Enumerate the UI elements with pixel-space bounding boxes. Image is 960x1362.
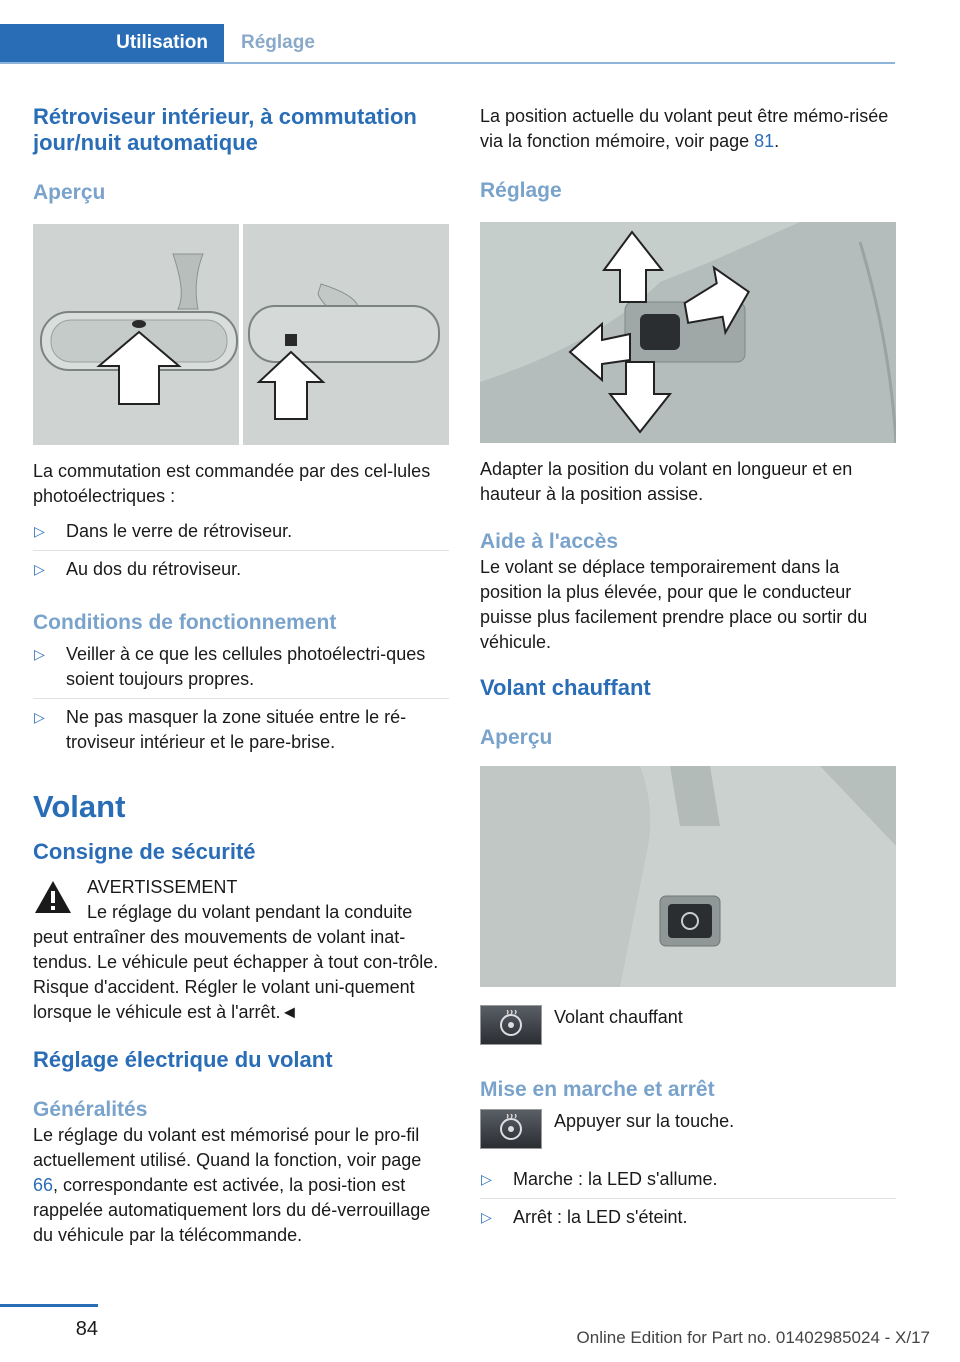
paragraph-cells: La commutation est commandée par des cel-lules photoélectriques : xyxy=(33,461,431,506)
tab-reglage[interactable]: Réglage xyxy=(241,32,315,53)
list-item: ▷ Dans le verre de rétroviseur. xyxy=(33,519,449,551)
header-tabbar xyxy=(0,24,895,64)
icon-label-row xyxy=(480,1005,896,1047)
heading-marche-arret: Mise en marche et arrêt xyxy=(480,1078,715,1101)
warning-text: Le réglage du volant pendant la conduite peut entraîner des mouvements de volant inat-tendus. Le véhicule peut échapper à tout con-trôle. Risque d'accident. Régler le volant uni-quement lorsque le véhicule est à l'arrêt.◄ xyxy=(33,902,439,1022)
heated-steering-button[interactable] xyxy=(480,1109,542,1149)
list-item: ▷ Arrêt : la LED s'éteint. xyxy=(480,1205,896,1236)
list-item: ▷ Au dos du rétroviseur. xyxy=(33,557,449,588)
list-cells xyxy=(33,519,449,588)
triangle-bullet-icon: ▷ xyxy=(34,561,45,577)
list-conditions xyxy=(33,642,449,761)
heading-conditions: Conditions de fonctionnement xyxy=(33,611,337,634)
list-item: ▷ Veiller à ce que les cellules photoélectri-ques soient toujours propres. xyxy=(33,642,449,699)
heading-reglage: Réglage xyxy=(480,179,562,202)
right-column xyxy=(480,104,896,1242)
press-instruction: Appuyer sur la touche. xyxy=(554,1111,735,1131)
page-number: 84 xyxy=(75,1318,98,1340)
heading-consigne: Consigne de sécurité xyxy=(33,839,256,864)
heated-steering-button-icon xyxy=(480,1005,542,1045)
triangle-bullet-icon: ▷ xyxy=(34,709,45,725)
icon-label: Volant chauffant xyxy=(554,1007,683,1027)
paragraph-generalites: Le réglage du volant est mémorisé pour le pro-fil actuellement utilisé. Quand la fonction, voir page 66, correspondante est activée, la posi-tion est rappelée automatiquement lors du dé-verrouillage du véhicule par la télécommande. xyxy=(33,1125,431,1245)
heading-apercu-2: Aperçu xyxy=(480,726,553,749)
paragraph-memoire: La position actuelle du volant peut être mémo-risée via la fonction mémoire, voir page 81. xyxy=(480,106,889,151)
warning-block xyxy=(33,875,449,1025)
footer-rule xyxy=(0,1304,98,1307)
paragraph-adapter: Adapter la position du volant en longueur et en hauteur à la position assise. xyxy=(480,459,853,504)
heading-generalites: Généralités xyxy=(33,1098,148,1121)
triangle-bullet-icon: ▷ xyxy=(34,646,45,662)
page-link-66[interactable]: 66 xyxy=(33,1175,54,1195)
triangle-bullet-icon: ▷ xyxy=(481,1209,492,1225)
tab-utilisation[interactable]: Utilisation xyxy=(0,24,224,62)
list-item: ▷ Ne pas masquer la zone située entre le ré-troviseur intérieur et le pare-brise. xyxy=(34,707,407,752)
warning-triangle-icon xyxy=(33,879,73,915)
page-link-81[interactable]: 81 xyxy=(754,131,775,151)
heading-reglage-electrique: Réglage électrique du volant xyxy=(33,1047,333,1072)
heading-volant: Volant xyxy=(33,789,126,824)
heading-mirror: Rétroviseur intérieur, à commutation jour/nuit automatique xyxy=(33,104,417,155)
steering-adjust-image xyxy=(480,222,896,443)
heated-steering-image xyxy=(480,766,896,987)
heading-aide-acces: Aide à l'accès xyxy=(480,530,619,553)
triangle-bullet-icon: ▷ xyxy=(34,523,45,539)
warning-title: AVERTISSEMENT xyxy=(87,877,238,897)
left-column xyxy=(33,104,449,1248)
mirror-illustration xyxy=(33,224,449,445)
edition-footer: Online Edition for Part no. 01402985024 - X/17 xyxy=(576,1328,930,1347)
list-led xyxy=(480,1167,896,1236)
mirror-image xyxy=(33,224,449,445)
press-button-row xyxy=(480,1109,896,1151)
heated-steering-illustration xyxy=(480,766,896,987)
heated-steering-icon xyxy=(496,1114,526,1144)
heading-apercu: Aperçu xyxy=(33,181,106,204)
paragraph-aide: Le volant se déplace temporairement dans la position la plus élevée, pour que le conducteur puisse plus facilement prendre place ou sortir du véhicule. xyxy=(480,557,868,652)
steering-adjust-illustration xyxy=(480,222,896,443)
triangle-bullet-icon: ▷ xyxy=(481,1171,492,1187)
heading-volant-chauffant: Volant chauffant xyxy=(480,675,651,700)
list-item: ▷ Marche : la LED s'allume. xyxy=(480,1167,896,1199)
